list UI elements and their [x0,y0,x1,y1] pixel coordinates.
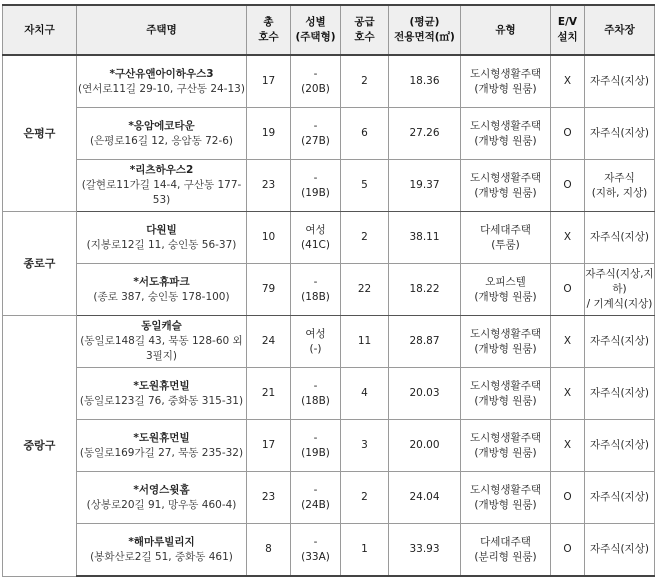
type-line1: 도시형생활주택 [469,483,541,496]
name-cell [77,420,247,472]
supply-cell: 2 [341,212,389,264]
ev-cell: O [551,108,585,160]
total-cell: 23 [247,472,291,524]
gender-line2: (20B) [301,82,330,95]
gender-cell [291,316,341,368]
area-cell: 20.03 [389,368,461,420]
gender-cell [291,160,341,212]
ev-cell: X [551,55,585,108]
header-households [247,5,291,55]
header-supply [341,5,389,55]
type-line2: (개방형 원룸) [474,498,537,511]
parking-line2: (지하, 지상) [591,186,648,199]
header-parking: 주차장 [585,5,655,55]
district-cell: 은평구 [3,55,77,212]
house-address: (동일로148길 43, 묵동 128-60 외 3필지) [80,335,243,362]
header-ev-line2: 설치 [557,31,578,43]
name-cell [77,160,247,212]
parking-line1: 자주식(지상) [590,491,649,503]
parking-cell [585,55,655,108]
ev-cell: X [551,212,585,264]
type-line1: 도시형생활주택 [469,431,541,444]
house-name: *해마루빌리지 [128,535,195,548]
total-cell: 79 [247,264,291,316]
parking-cell [585,420,655,472]
type-cell [461,472,551,524]
house-address: (갈현로11가길 14-4, 구산동 177-53) [81,179,242,206]
type-line1: 도시형생활주택 [469,327,541,340]
parking-line1: 자주식(지상) [590,387,649,399]
house-name: *응암에코타운 [128,119,195,132]
gender-line2: (18B) [301,290,330,303]
supply-cell: 2 [341,55,389,108]
parking-cell [585,264,655,316]
ev-cell: O [551,264,585,316]
house-name: *서영스윗홈 [133,483,190,496]
ev-cell: X [551,420,585,472]
header-area-line1: (평균) [409,16,440,28]
total-cell: 8 [247,524,291,577]
type-line1: 오피스텔 [485,275,526,288]
supply-cell: 3 [341,420,389,472]
gender-line1: - [313,379,318,392]
house-address: (종로 387, 숭인동 178-100) [93,290,230,303]
type-cell [461,420,551,472]
house-address: (지봉로12길 11, 숭인동 56-37) [86,238,237,251]
area-cell: 27.26 [389,108,461,160]
area-cell: 28.87 [389,316,461,368]
table-row [3,160,655,212]
district-cell: 종로구 [3,212,77,316]
total-cell: 21 [247,368,291,420]
type-line2: (개방형 원룸) [474,82,537,95]
supply-cell: 1 [341,524,389,577]
house-name: 다원빌 [146,223,177,236]
gender-line1: - [313,275,318,288]
total-cell: 19 [247,108,291,160]
housing-table [2,4,655,577]
gender-line2: (19B) [301,446,330,459]
parking-cell [585,472,655,524]
ev-cell: X [551,316,585,368]
gender-line2: (19B) [301,186,330,199]
type-line1: 도시형생활주택 [469,119,541,132]
parking-line1: 자주식(지상) [590,127,649,139]
header-households-line2: 호수 [258,31,279,43]
supply-cell: 2 [341,472,389,524]
gender-line1: 여성 [305,327,326,340]
name-cell [77,212,247,264]
area-cell: 38.11 [389,212,461,264]
parking-cell [585,316,655,368]
parking-cell [585,212,655,264]
gender-cell [291,524,341,577]
total-cell: 24 [247,316,291,368]
header-name: 주택명 [77,5,247,55]
table-row [3,55,655,108]
table-row [3,212,655,264]
house-name: *도원휴먼빌 [133,431,190,444]
type-cell [461,108,551,160]
table-row [3,420,655,472]
house-name: *리츠하우스2 [129,164,194,176]
gender-cell [291,368,341,420]
parking-cell [585,160,655,212]
house-name: 동일캐슬 [141,320,182,332]
gender-cell [291,420,341,472]
type-line2: (개방형 원룸) [474,186,537,199]
house-name: *서도휴파크 [133,275,190,288]
gender-line2: (18B) [301,394,330,407]
type-cell [461,524,551,577]
supply-cell: 5 [341,160,389,212]
house-address: (봉화산로2길 51, 중화동 461) [90,550,233,563]
gender-line1: - [313,535,318,548]
header-ev-line1: E/V [557,16,578,28]
house-address: (동일로169가길 27, 묵동 235-32) [79,446,244,459]
header-area [389,5,461,55]
gender-cell [291,264,341,316]
total-cell: 17 [247,55,291,108]
area-cell: 18.36 [389,55,461,108]
name-cell [77,472,247,524]
parking-line1: 자주식(지상) [590,439,649,451]
type-line2: (투룸) [491,238,520,251]
parking-line1: 자주식(지상) [590,335,649,347]
total-cell: 10 [247,212,291,264]
type-cell [461,55,551,108]
header-gender-line2: (주택형) [295,31,336,43]
gender-cell [291,472,341,524]
name-cell [77,264,247,316]
house-address: (은평로16길 12, 응암동 72-6) [89,134,234,147]
gender-line1: - [313,431,318,444]
house-name: *도원휴먼빌 [133,379,190,392]
gender-cell [291,108,341,160]
header-gender-line1: 성별 [305,16,326,28]
header-district: 자치구 [3,5,77,55]
header-supply-line2: 호수 [354,31,375,43]
table-row [3,472,655,524]
house-address: (연서로11길 29-10, 구산동 24-13) [78,82,245,95]
parking-line1: 자주식 [604,171,635,184]
supply-cell: 22 [341,264,389,316]
parking-line1: 자주식(지상) [590,75,649,87]
supply-cell: 6 [341,108,389,160]
type-line1: 도시형생활주택 [469,379,541,392]
name-cell [77,108,247,160]
gender-line2: (-) [309,342,322,355]
header-ev [551,5,585,55]
type-line2: (개방형 원룸) [474,342,537,355]
area-cell: 19.37 [389,160,461,212]
type-cell [461,316,551,368]
area-cell: 24.04 [389,472,461,524]
parking-line1: 자주식(지상,지하) [585,268,654,295]
parking-cell [585,524,655,577]
area-cell: 18.22 [389,264,461,316]
total-cell: 23 [247,160,291,212]
type-line2: (분리형 원룸) [474,550,537,563]
house-name: *구산유앤아이하우스3 [109,67,214,80]
name-cell [77,316,247,368]
area-cell: 20.00 [389,420,461,472]
header-type: 유형 [461,5,551,55]
ev-cell: X [551,368,585,420]
ev-cell: O [551,160,585,212]
name-cell [77,524,247,577]
name-cell [77,368,247,420]
type-cell [461,212,551,264]
gender-line1: - [313,483,318,496]
header-area-line2: 전용면적(㎡) [394,31,455,43]
supply-cell: 11 [341,316,389,368]
header-row [3,5,655,55]
gender-line1: - [313,67,318,80]
header-households-line1: 총 [263,16,274,28]
parking-cell [585,108,655,160]
parking-cell [585,368,655,420]
header-gender [291,5,341,55]
type-line2: (개방형 원룸) [474,134,537,147]
table-row [3,368,655,420]
table-row [3,108,655,160]
name-cell [77,55,247,108]
total-cell: 17 [247,420,291,472]
type-line2: (개방형 원룸) [474,446,537,459]
parking-line1: 자주식(지상) [590,543,649,555]
type-cell [461,368,551,420]
supply-cell: 4 [341,368,389,420]
type-cell [461,264,551,316]
gender-line1: - [313,119,318,132]
gender-line2: (24B) [301,498,330,511]
type-cell [461,160,551,212]
parking-line1: 자주식(지상) [590,231,649,243]
gender-line2: (33A) [301,550,330,563]
type-line2: (개방형 원룸) [474,290,537,303]
ev-cell: O [551,472,585,524]
house-address: (상봉로20길 91, 망우동 460-4) [86,498,237,511]
gender-line2: (41C) [301,238,330,251]
gender-line1: - [313,171,318,184]
gender-cell [291,55,341,108]
table-row [3,524,655,577]
district-cell: 중랑구 [3,316,77,577]
parking-line2: / 기계식(지상) [586,298,653,310]
ev-cell: O [551,524,585,577]
type-line1: 다세대주택 [480,223,531,236]
table-row [3,316,655,368]
header-supply-line1: 공급 [354,16,375,28]
area-cell: 33.93 [389,524,461,577]
type-line1: 도시형생활주택 [469,171,541,184]
gender-line1: 여성 [305,223,326,236]
type-line1: 도시형생활주택 [469,67,541,80]
type-line2: (개방형 원룸) [474,394,537,407]
gender-line2: (27B) [301,134,330,147]
table-row [3,264,655,316]
house-address: (동일로123길 76, 중화동 315-31) [79,394,244,407]
gender-cell [291,212,341,264]
type-line1: 다세대주택 [480,535,531,548]
